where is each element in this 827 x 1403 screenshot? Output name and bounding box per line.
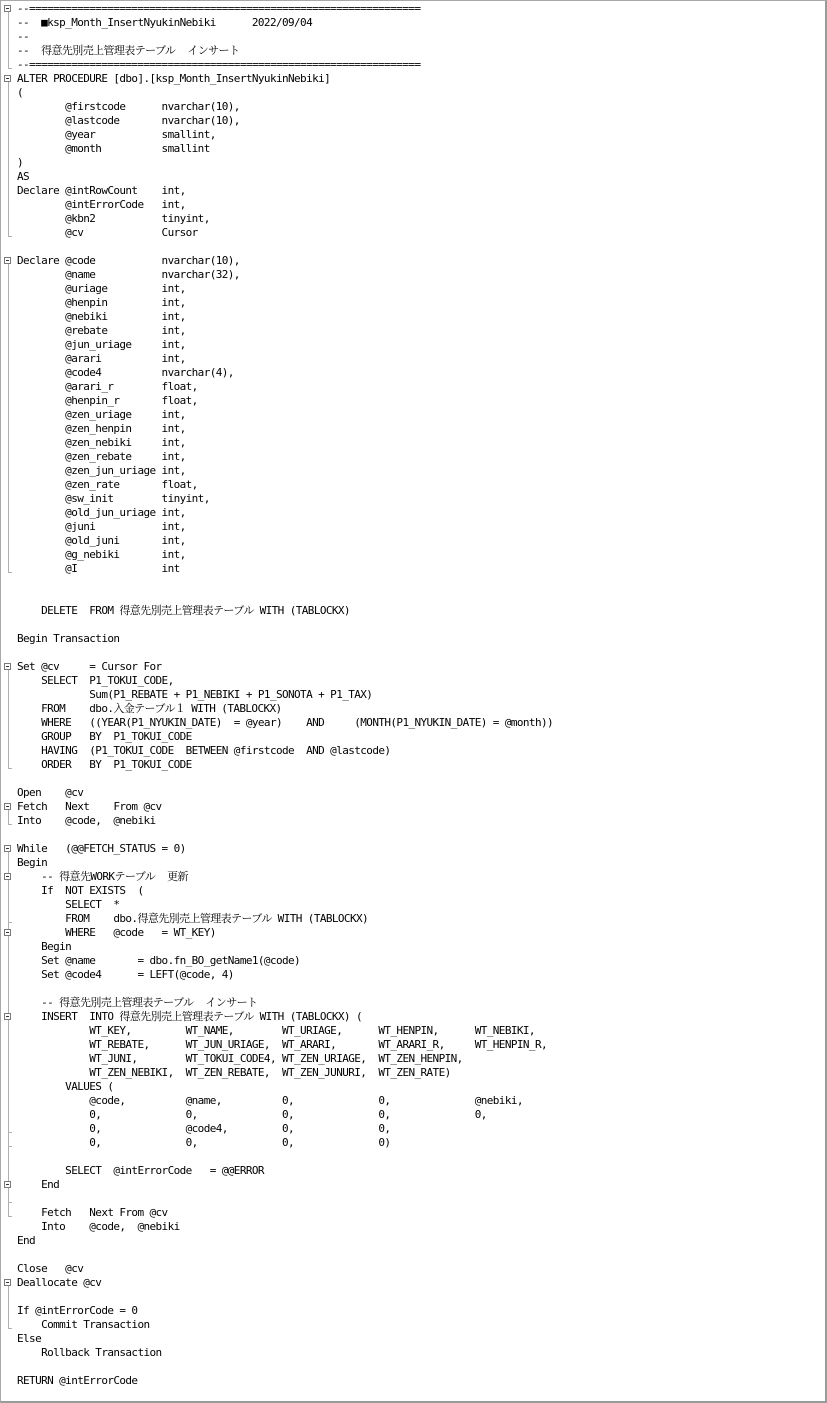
- code-line[interactable]: @zen_jun_uriage int,: [17, 464, 186, 477]
- fold-range-line: [8, 1188, 9, 1202]
- fold-end-tick: [8, 1146, 12, 1147]
- code-line[interactable]: @I int: [17, 562, 180, 575]
- code-line[interactable]: WHERE ((YEAR(P1_NYUKIN_DATE) = @year) AND (MONTH(P1_NYUKIN_DATE) = @month)): [17, 716, 554, 729]
- fold-toggle-icon[interactable]: [4, 1279, 11, 1286]
- code-line[interactable]: AS: [17, 170, 30, 183]
- code-line[interactable]: @code, @name, 0, 0, @nebiki,: [17, 1094, 523, 1107]
- code-line[interactable]: --=================================================================: [17, 2, 421, 15]
- code-line[interactable]: ALTER PROCEDURE [dbo].[ksp_Month_InsertNyukinNebiki]: [17, 72, 331, 85]
- fold-gutter: [1, 1, 15, 1401]
- code-line[interactable]: WT_JUNI, WT_TOKUI_CODE4, WT_ZEN_URIAGE, WT_ZEN_HENPIN,: [17, 1052, 463, 1065]
- fold-end-tick: [8, 1132, 12, 1133]
- fold-toggle-icon[interactable]: [4, 5, 11, 12]
- code-line[interactable]: Rollback Transaction: [17, 1346, 162, 1359]
- code-line[interactable]: [17, 1192, 821, 1206]
- fold-toggle-icon[interactable]: [4, 75, 11, 82]
- code-line[interactable]: @arari int,: [17, 352, 186, 365]
- fold-toggle-icon[interactable]: [4, 803, 11, 810]
- code-line[interactable]: @sw_init tinyint,: [17, 492, 210, 505]
- code-line[interactable]: --=================================================================: [17, 58, 421, 71]
- code-line[interactable]: @code4 nvarchar(4),: [17, 366, 234, 379]
- code-line[interactable]: @old_juni int,: [17, 534, 186, 547]
- code-line[interactable]: [17, 982, 821, 996]
- code-line[interactable]: If NOT EXISTS (: [17, 884, 144, 897]
- fold-toggle-icon[interactable]: [4, 663, 11, 670]
- code-line[interactable]: ORDER BY P1_TOKUI_CODE: [17, 758, 192, 771]
- code-line[interactable]: ): [17, 156, 24, 169]
- code-area[interactable]: [17, 2, 821, 1401]
- code-line[interactable]: Declare @intRowCount int,: [17, 184, 186, 197]
- code-line[interactable]: Into @code, @nebiki: [17, 814, 156, 827]
- code-line[interactable]: 0, 0, 0, 0): [17, 1136, 391, 1149]
- code-line[interactable]: @zen_rate float,: [17, 478, 198, 491]
- code-line[interactable]: @arari_r float,: [17, 380, 198, 393]
- fold-range-line: [8, 1286, 9, 1328]
- code-line[interactable]: @zen_rebate int,: [17, 450, 186, 463]
- code-line[interactable]: Else: [17, 1332, 42, 1345]
- code-line[interactable]: -- 得意先別売上管理表テーブル インサート: [17, 996, 258, 1009]
- code-line[interactable]: [17, 1360, 821, 1374]
- code-line[interactable]: Set @cv = Cursor For: [17, 660, 162, 673]
- code-line[interactable]: @henpin_r float,: [17, 394, 198, 407]
- code-line[interactable]: End: [17, 1234, 36, 1247]
- fold-toggle-icon[interactable]: [4, 929, 11, 936]
- code-line[interactable]: While (@@FETCH_STATUS = 0): [17, 842, 186, 855]
- fold-end-tick: [8, 1202, 12, 1203]
- code-line[interactable]: HAVING (P1_TOKUI_CODE BETWEEN @firstcode AND @lastcode): [17, 744, 391, 757]
- code-line[interactable]: Open @cv: [17, 786, 84, 799]
- fold-toggle-icon[interactable]: [4, 873, 11, 880]
- code-line[interactable]: GROUP BY P1_TOKUI_CODE: [17, 730, 192, 743]
- code-line[interactable]: RETURN @intErrorCode: [17, 1374, 138, 1387]
- code-line[interactable]: Declare @code nvarchar(10),: [17, 254, 240, 267]
- code-line[interactable]: WT_REBATE, WT_JUN_URIAGE, WT_ARARI, WT_ARARI_R, WT_HENPIN_R,: [17, 1038, 547, 1051]
- fold-end-tick: [8, 824, 12, 825]
- code-line[interactable]: [17, 576, 821, 590]
- fold-toggle-icon[interactable]: [4, 257, 11, 264]
- fold-range-line: [8, 12, 9, 68]
- code-line[interactable]: Fetch Next From @cv: [17, 800, 162, 813]
- code-line[interactable]: @zen_uriage int,: [17, 408, 186, 421]
- code-line[interactable]: -- ■ksp_Month_InsertNyukinNebiki 2022/09/04: [17, 16, 313, 29]
- code-line[interactable]: SELECT *: [17, 898, 120, 911]
- code-line[interactable]: WHERE @code = WT_KEY): [17, 926, 216, 939]
- code-line[interactable]: @name nvarchar(32),: [17, 268, 240, 281]
- fold-end-tick: [8, 572, 12, 573]
- code-line[interactable]: [17, 646, 821, 660]
- code-line[interactable]: WT_ZEN_NEBIKI, WT_ZEN_REBATE, WT_ZEN_JUNURI, WT_ZEN_RATE): [17, 1066, 451, 1079]
- code-line[interactable]: (: [17, 86, 24, 99]
- code-line[interactable]: Commit Transaction: [17, 1318, 150, 1331]
- code-line[interactable]: @month smallint: [17, 142, 210, 155]
- code-line[interactable]: FROM dbo.得意先別売上管理表テーブル WITH (TABLOCKX): [17, 912, 369, 925]
- fold-toggle-icon[interactable]: [4, 1013, 11, 1020]
- code-line[interactable]: @jun_uriage int,: [17, 338, 186, 351]
- code-line[interactable]: @kbn2 tinyint,: [17, 212, 210, 225]
- code-line[interactable]: Fetch Next From @cv: [17, 1206, 168, 1219]
- code-line[interactable]: -- 得意先WORKテーブル 更新: [17, 870, 188, 883]
- code-line[interactable]: WT_KEY, WT_NAME, WT_URIAGE, WT_HENPIN, WT_NEBIKI,: [17, 1024, 535, 1037]
- code-line[interactable]: @g_nebiki int,: [17, 548, 186, 561]
- code-line[interactable]: Set @name = dbo.fn_BO_getName1(@code): [17, 954, 301, 967]
- fold-end-tick: [8, 68, 12, 69]
- code-line[interactable]: --: [17, 30, 30, 43]
- code-line[interactable]: Begin: [17, 940, 72, 953]
- code-line[interactable]: @intErrorCode int,: [17, 198, 186, 211]
- code-line[interactable]: [17, 1290, 821, 1304]
- code-line[interactable]: INSERT INTO 得意先別売上管理表テーブル WITH (TABLOCKX) (: [17, 1010, 362, 1023]
- code-line[interactable]: End: [17, 1178, 60, 1191]
- code-line[interactable]: Set @code4 = LEFT(@code, 4): [17, 968, 234, 981]
- code-line[interactable]: [17, 590, 821, 604]
- code-line[interactable]: FROM dbo.入金テーブル１ WITH (TABLOCKX): [17, 702, 282, 715]
- code-line[interactable]: @cv Cursor: [17, 226, 198, 239]
- code-line[interactable]: If @intErrorCode = 0: [17, 1304, 138, 1317]
- code-line[interactable]: @zen_henpin int,: [17, 422, 186, 435]
- code-line[interactable]: SELECT P1_TOKUI_CODE,: [17, 674, 174, 687]
- fold-end-tick: [8, 1328, 12, 1329]
- code-line[interactable]: Close @cv: [17, 1262, 84, 1275]
- fold-toggle-icon[interactable]: [4, 1181, 11, 1188]
- code-line[interactable]: Begin Transaction: [17, 632, 120, 645]
- code-line[interactable]: 0, @code4, 0, 0,: [17, 1122, 391, 1135]
- code-line[interactable]: DELETE FROM 得意先別売上管理表テーブル WITH (TABLOCKX): [17, 604, 350, 617]
- code-line[interactable]: Begin: [17, 856, 48, 869]
- code-line[interactable]: 0, 0, 0, 0, 0,: [17, 1108, 487, 1121]
- code-line[interactable]: Sum(P1_REBATE + P1_NEBIKI + P1_SONOTA + P1_TAX): [17, 688, 373, 701]
- code-line[interactable]: @year smallint,: [17, 128, 216, 141]
- code-line[interactable]: @rebate int,: [17, 324, 186, 337]
- code-line[interactable]: @firstcode nvarchar(10),: [17, 100, 240, 113]
- code-line[interactable]: @zen_nebiki int,: [17, 436, 186, 449]
- fold-range-line: [8, 1020, 9, 1132]
- fold-end-tick: [8, 236, 12, 237]
- code-line[interactable]: @juni int,: [17, 520, 186, 533]
- fold-range-line: [8, 670, 9, 768]
- fold-range-line: [8, 880, 9, 922]
- code-line[interactable]: Deallocate @cv: [17, 1276, 102, 1289]
- fold-end-tick: [8, 922, 12, 923]
- code-line[interactable]: Into @code, @nebiki: [17, 1220, 180, 1233]
- code-line[interactable]: [17, 1150, 821, 1164]
- code-line[interactable]: [17, 828, 821, 842]
- code-line[interactable]: VALUES (: [17, 1080, 114, 1093]
- fold-toggle-icon[interactable]: [4, 845, 11, 852]
- fold-range-line: [8, 264, 9, 572]
- code-line[interactable]: SELECT @intErrorCode = @@ERROR: [17, 1164, 264, 1177]
- fold-end-tick: [8, 768, 12, 769]
- code-line[interactable]: @uriage int,: [17, 282, 186, 295]
- code-line[interactable]: @henpin int,: [17, 296, 186, 309]
- code-line[interactable]: [17, 1248, 821, 1262]
- code-line[interactable]: @lastcode nvarchar(10),: [17, 114, 240, 127]
- code-line[interactable]: @nebiki int,: [17, 310, 186, 323]
- fold-end-tick: [8, 1216, 12, 1217]
- code-line[interactable]: [17, 772, 821, 786]
- code-line[interactable]: -- 得意先別売上管理表テーブル インサート: [17, 44, 240, 57]
- code-line[interactable]: [17, 618, 821, 632]
- code-line[interactable]: @old_jun_uriage int,: [17, 506, 186, 519]
- code-line[interactable]: [17, 240, 821, 254]
- fold-range-line: [8, 82, 9, 236]
- fold-range-line: [8, 810, 9, 824]
